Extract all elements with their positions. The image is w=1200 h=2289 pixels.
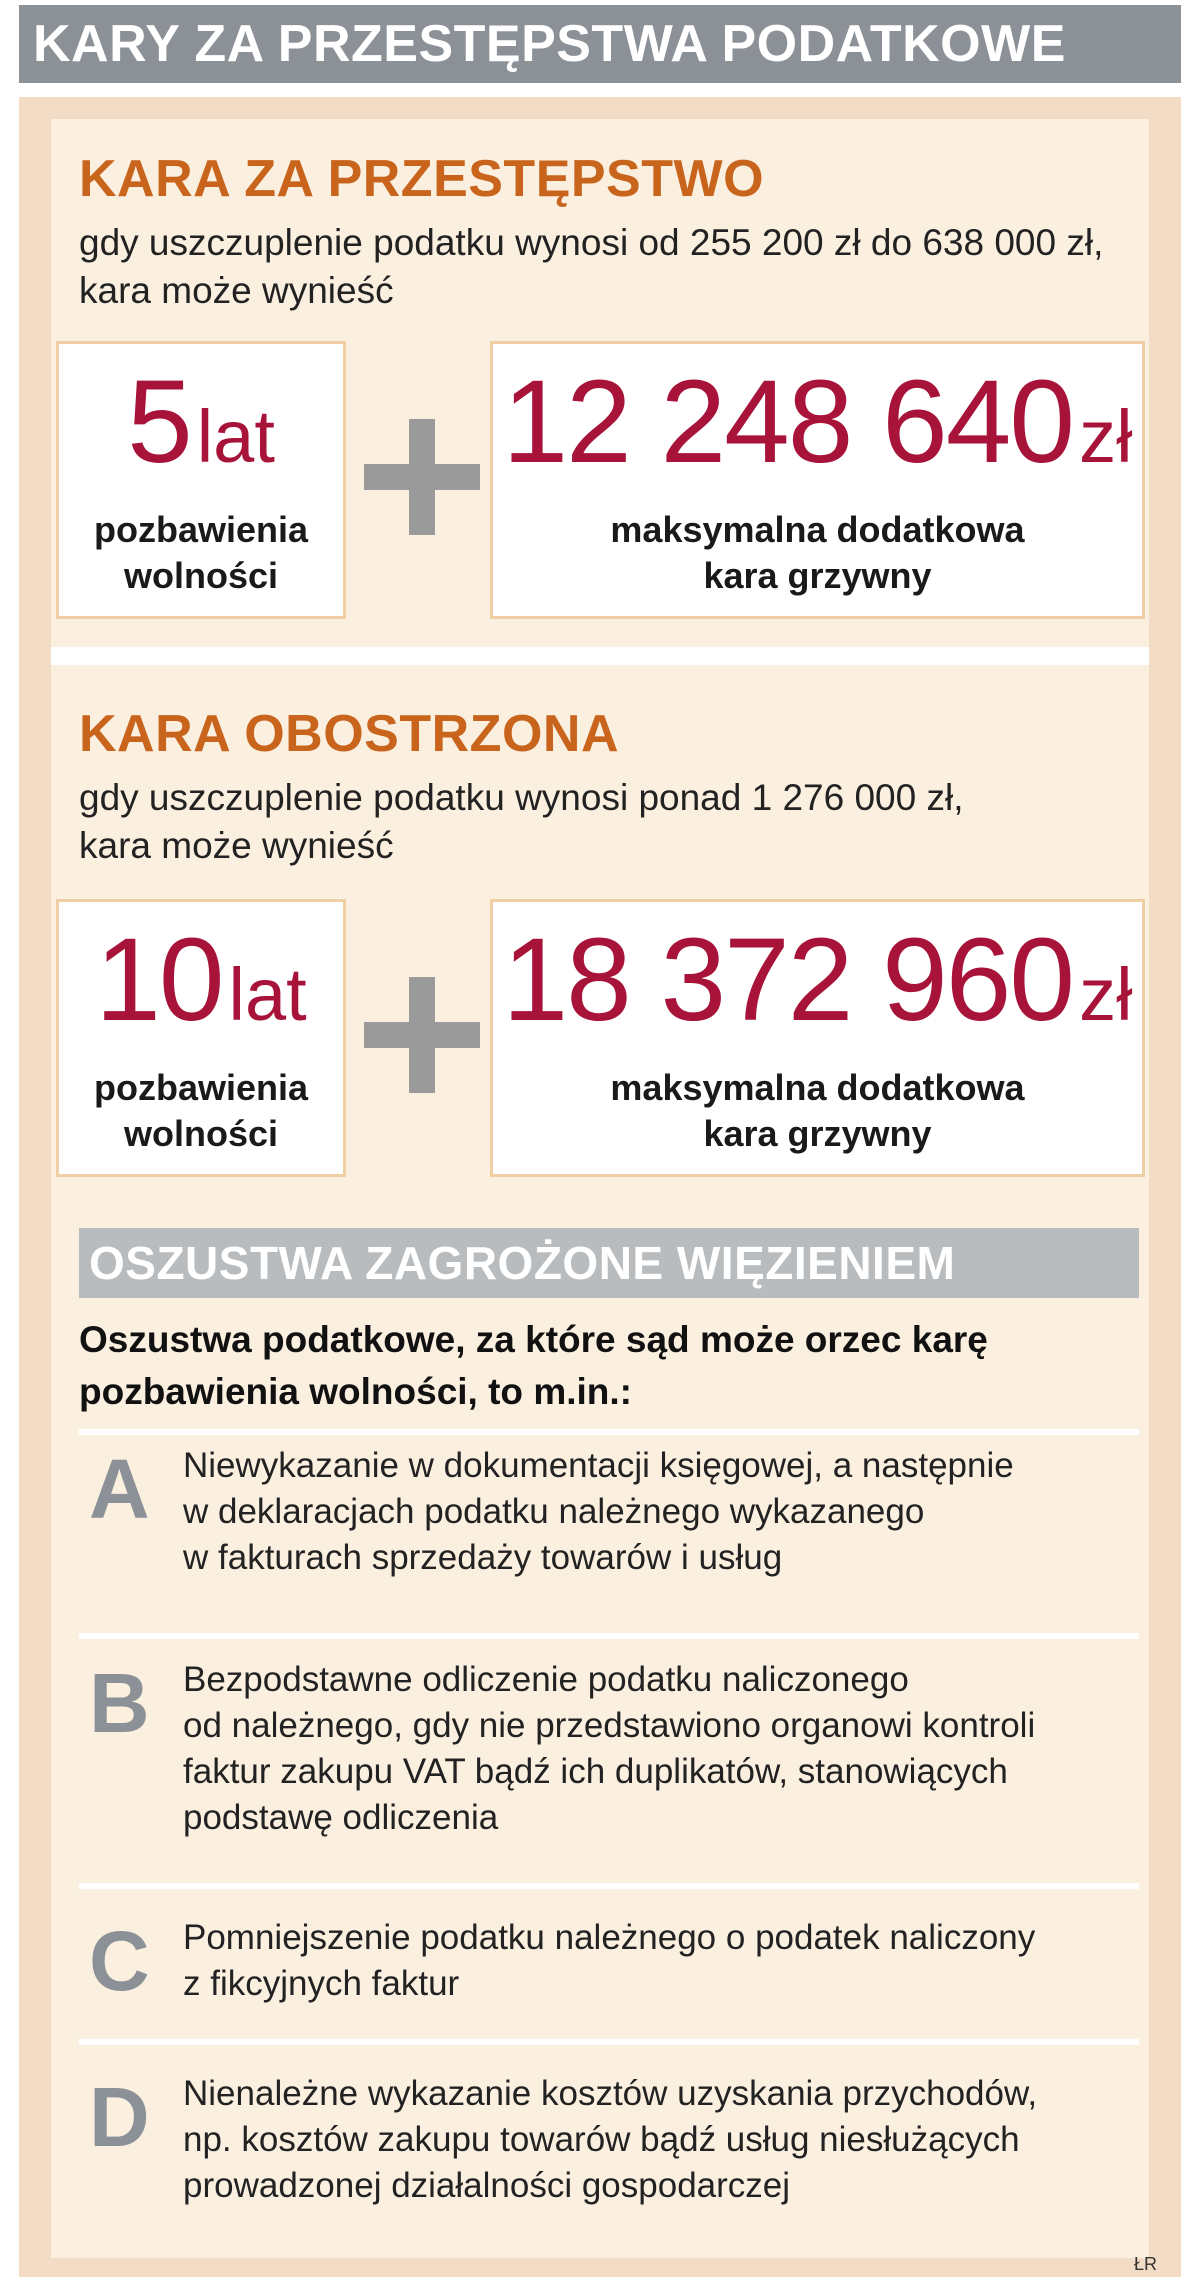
section2-fine-caption1: maksymalna dodatkowa [610, 1067, 1025, 1108]
fraud-item-line: prowadzonej działalności gospodarczej [183, 2166, 791, 2205]
section1-title: KARA ZA PRZESTĘPSTWO [79, 150, 765, 208]
fraud-item-line: Bezpodstawne odliczenie podatku naliczonego [183, 1660, 909, 1699]
fraud-item-letter: A [89, 1442, 150, 1536]
section1-fine-unit: zł [1079, 395, 1133, 478]
section2-prison-caption2: wolności [123, 1113, 279, 1154]
section1-prison-box [56, 341, 346, 619]
section1-fine-value [493, 356, 1142, 497]
fraud-item-text [183, 1915, 1133, 2007]
plus-icon [364, 977, 480, 1093]
section2-fine-unit: zł [1079, 953, 1133, 1036]
section2-fine-box [490, 899, 1145, 1177]
section2-prison-value [59, 914, 343, 1055]
fraud-section-title: OSZUSTWA ZAGROŻONE WIĘZIENIEM [79, 1228, 1139, 1298]
fraud-item-a [79, 1437, 1139, 1607]
fraud-intro-line1: Oszustwa podatkowe, za które sąd może orzec karę [79, 1319, 988, 1360]
infographic-title: KARY ZA PRZESTĘPSTWA PODATKOWE [19, 5, 1181, 83]
fraud-item-line: Pomniejszenie podatku należnego o podatek naliczony [183, 1918, 1036, 1957]
section1-prison-unit: lat [196, 395, 275, 478]
fraud-intro [79, 1314, 1139, 1418]
fraud-item-line: w deklaracjach podatku należnego wykazanego [183, 1492, 925, 1531]
inner-panel [51, 119, 1149, 2258]
author-credit: ŁR [1134, 2254, 1158, 2274]
fraud-item-line: od należnego, gdy nie przedstawiono organowi kontroli [183, 1706, 1036, 1745]
fraud-item-text [183, 2071, 1133, 2209]
item-divider [79, 1883, 1139, 1889]
fraud-item-line: podstawę odliczenia [183, 1798, 499, 1837]
fraud-item-letter: D [89, 2070, 150, 2164]
section1-desc-line2: kara może wynieść [79, 270, 394, 311]
section2-prison-box [56, 899, 346, 1177]
fraud-item-line: w fakturach sprzedaży towarów i usług [183, 1538, 783, 1577]
item-divider [79, 1429, 1139, 1435]
fraud-item-c [79, 1909, 1139, 2019]
fraud-item-line: z fikcyjnych faktur [183, 1964, 460, 2003]
fraud-item-line: np. kosztów zakupu towarów bądź usług niesłużących [183, 2120, 1020, 2159]
section1-prison-number: 5 [127, 356, 191, 488]
fraud-item-text [183, 1443, 1133, 1581]
fraud-item-b [79, 1651, 1139, 1871]
plus-icon [364, 419, 480, 535]
section2-prison-unit: lat [228, 953, 307, 1036]
fraud-item-line: Niewykazanie w dokumentacji księgowej, a następnie [183, 1446, 1014, 1485]
section1-fine-box [490, 341, 1145, 619]
section2-prison-caption1: pozbawienia [93, 1067, 309, 1108]
section1-description [79, 219, 1139, 315]
section1-prison-caption2: wolności [123, 555, 279, 596]
section2-fine-value [493, 914, 1142, 1055]
fraud-item-line: faktur zakupu VAT bądź ich duplikatów, stanowiących [183, 1752, 1008, 1791]
section1-fine-caption1: maksymalna dodatkowa [610, 509, 1025, 550]
content-panel [19, 97, 1181, 2277]
fraud-intro-line2: pozbawienia wolności, to m.in.: [79, 1371, 632, 1412]
fraud-item-text [183, 1657, 1133, 1841]
fraud-item-letter: B [89, 1656, 150, 1750]
section1-prison-caption1: pozbawienia [93, 509, 309, 550]
section2-description [79, 774, 1139, 870]
section1-prison-value [59, 356, 343, 497]
item-divider [79, 2039, 1139, 2045]
section-divider [51, 647, 1149, 665]
section2-desc-line1: gdy uszczuplenie podatku wynosi ponad 1 276 000 zł, [79, 777, 964, 818]
section2-fine-caption2: kara grzywny [703, 1113, 932, 1154]
section2-title: KARA OBOSTRZONA [79, 705, 619, 763]
section1-desc-line1: gdy uszczuplenie podatku wynosi od 255 200 zł do 638 000 zł, [79, 222, 1104, 263]
fraud-item-line: Nienależne wykazanie kosztów uzyskania przychodów, [183, 2074, 1038, 2113]
section2-fine-number: 18 372 960 [502, 914, 1074, 1046]
section2-desc-line2: kara może wynieść [79, 825, 394, 866]
section1-fine-caption2: kara grzywny [703, 555, 932, 596]
fraud-item-d [79, 2065, 1139, 2235]
section2-prison-number: 10 [95, 914, 223, 1046]
section1-fine-number: 12 248 640 [502, 356, 1074, 488]
item-divider [79, 1633, 1139, 1639]
fraud-item-letter: C [89, 1914, 150, 2008]
